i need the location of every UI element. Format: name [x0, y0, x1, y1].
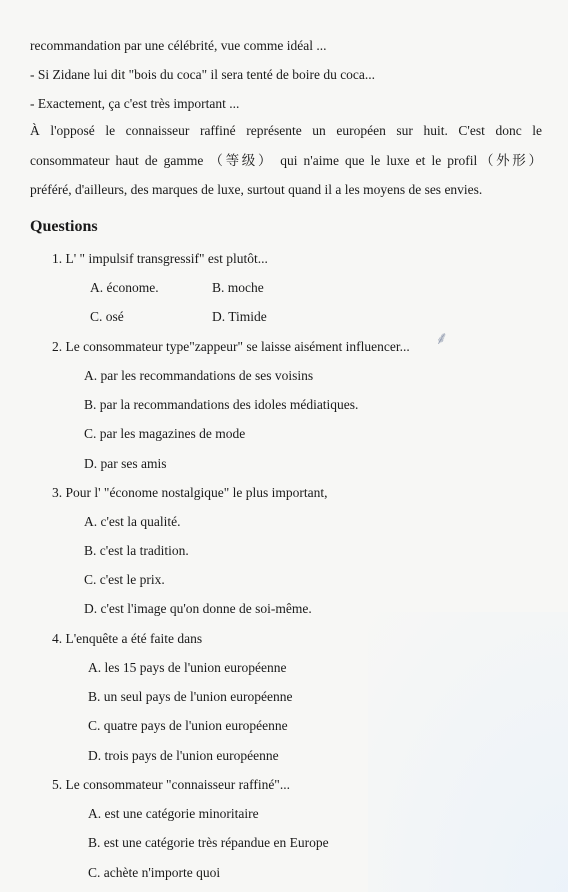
question-5-option-c: C. achète n'importe quoi: [88, 865, 221, 880]
paragraph-line-1: À l'opposé le connaisseur raffiné représente un européen sur huit. C'est donc le: [30, 123, 542, 138]
question-4-option-b: B. un seul pays de l'union européenne: [88, 689, 293, 704]
question-3-option-c: C. c'est le prix.: [84, 572, 165, 587]
paragraph-line-3: préféré, d'ailleurs, des marques de luxe, surtout quand il a les moyens de ses envies.: [30, 182, 483, 197]
question-1-option-c: C. osé: [90, 309, 124, 324]
question-3-option-b: B. c'est la tradition.: [84, 543, 189, 558]
question-3-stem: 3. Pour l' "économe nostalgique" le plus important,: [52, 485, 328, 500]
question-2-stem: 2. Le consommateur type"zappeur" se laisse aisément influencer...: [52, 339, 410, 354]
scan-light-glare: [368, 612, 568, 892]
question-1-option-d: D. Timide: [212, 309, 267, 324]
question-4-option-d: D. trois pays de l'union européenne: [88, 748, 279, 763]
question-2-option-b: B. par la recommandations des idoles médiatiques.: [84, 397, 359, 412]
intro-line-2: - Si Zidane lui dit "bois du coca" il sera tenté de boire du coca...: [30, 67, 376, 82]
question-2-option-d: D. par ses amis: [84, 456, 167, 471]
question-4-stem: 4. L'enquête a été faite dans: [52, 631, 203, 646]
question-3-option-d: D. c'est l'image qu'on donne de soi-même.: [84, 601, 312, 616]
question-1-option-b: B. moche: [212, 280, 264, 295]
pencil-mark-icon: ⸙: [435, 328, 449, 349]
question-5-stem: 5. Le consommateur "connaisseur raffiné"...: [52, 777, 290, 792]
paragraph-line-2: consommateur haut de gamme （等级） qui n'aime que le luxe et le profil（外形）: [30, 153, 542, 168]
question-1-stem: 1. L' " impulsif transgressif" est plutôt...: [52, 251, 268, 266]
question-1-option-a: A. économe.: [90, 280, 159, 295]
question-5-option-b: B. est une catégorie très répandue en Europe: [88, 835, 329, 850]
question-4-option-a: A. les 15 pays de l'union européenne: [88, 660, 287, 675]
question-2-option-a: A. par les recommandations de ses voisins: [84, 368, 314, 383]
question-2-option-c: C. par les magazines de mode: [84, 426, 246, 441]
intro-line-3: - Exactement, ça c'est très important ...: [30, 96, 240, 111]
question-3-option-a: A. c'est la qualité.: [84, 514, 181, 529]
question-4-option-c: C. quatre pays de l'union européenne: [88, 718, 288, 733]
question-5-option-a: A. est une catégorie minoritaire: [88, 806, 259, 821]
intro-line-1: recommandation par une célébrité, vue comme idéal ...: [30, 38, 327, 53]
questions-heading: Questions: [30, 218, 98, 235]
